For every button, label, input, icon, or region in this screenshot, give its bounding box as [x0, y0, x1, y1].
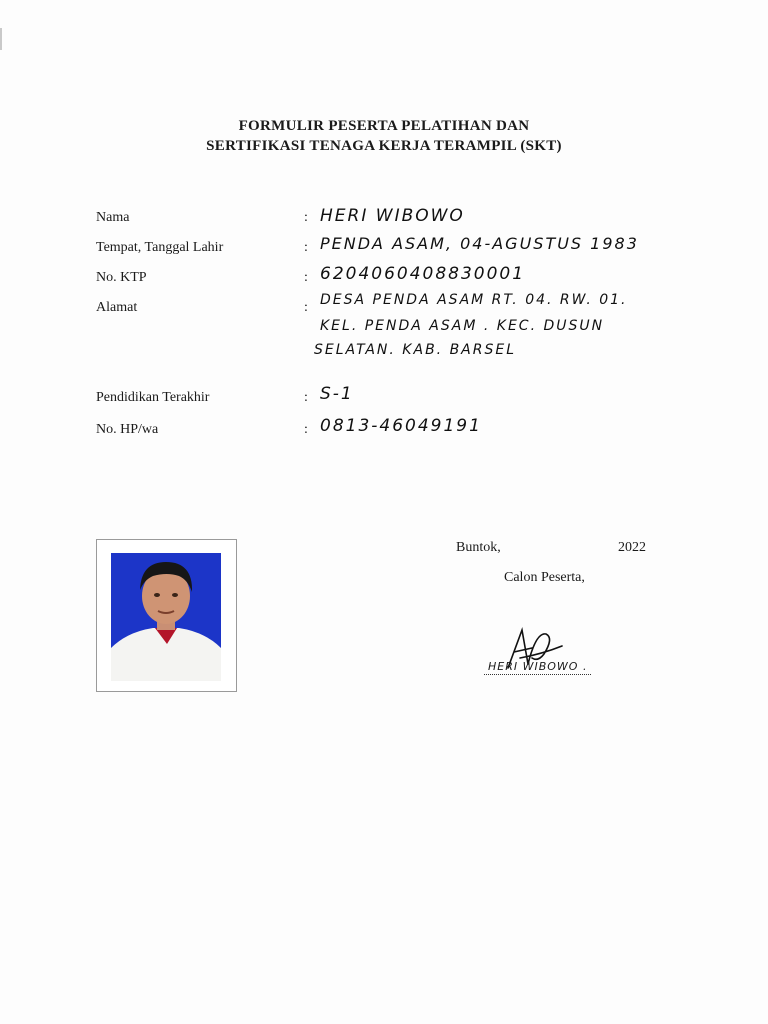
field-colon: : [304, 300, 308, 315]
field-label-ktp: No. KTP [96, 270, 147, 285]
field-colon: : [304, 210, 308, 225]
field-label-hp: No. HP/wa [96, 422, 159, 437]
field-value-alamat-line-1: DESA PENDA ASAM RT. 04. RW. 01. [320, 292, 628, 308]
field-colon: : [304, 270, 308, 285]
form-title [0, 116, 768, 156]
field-label-nama: Nama [96, 210, 130, 225]
signature-role: Calon Peserta, [504, 570, 585, 585]
field-colon: : [304, 240, 308, 255]
field-label-ttl: Tempat, Tanggal Lahir [96, 240, 224, 255]
field-value-hp: 0813-46049191 [320, 416, 482, 436]
signature-name: HERI WIBOWO . [484, 660, 591, 675]
participant-photo-image [97, 540, 236, 691]
field-value-alamat-line-3: SELATAN. KAB. BARSEL [314, 342, 517, 358]
field-colon: : [304, 422, 308, 437]
signature-place: Buntok, [456, 540, 501, 555]
form-title-line-1: FORMULIR PESERTA PELATIHAN DAN [238, 118, 530, 134]
field-value-pendidikan: S-1 [320, 384, 354, 404]
signature-year: 2022 [618, 540, 646, 555]
participant-photo [96, 539, 237, 692]
form-title-line-2: SERTIFIKASI TENAGA KERJA TERAMPIL (SKT) [206, 138, 562, 154]
field-value-alamat-line-2: KEL. PENDA ASAM . KEC. DUSUN [320, 318, 605, 334]
field-value-ktp: 6204060408830001 [320, 264, 526, 284]
scan-edge-mark [0, 28, 2, 50]
field-label-pendidikan: Pendidikan Terakhir [96, 390, 210, 405]
field-colon: : [304, 390, 308, 405]
field-label-alamat: Alamat [96, 300, 138, 315]
field-value-ttl: PENDA ASAM, 04-AGUSTUS 1983 [320, 234, 639, 253]
field-value-nama: HERI WIBOWO [320, 206, 465, 226]
